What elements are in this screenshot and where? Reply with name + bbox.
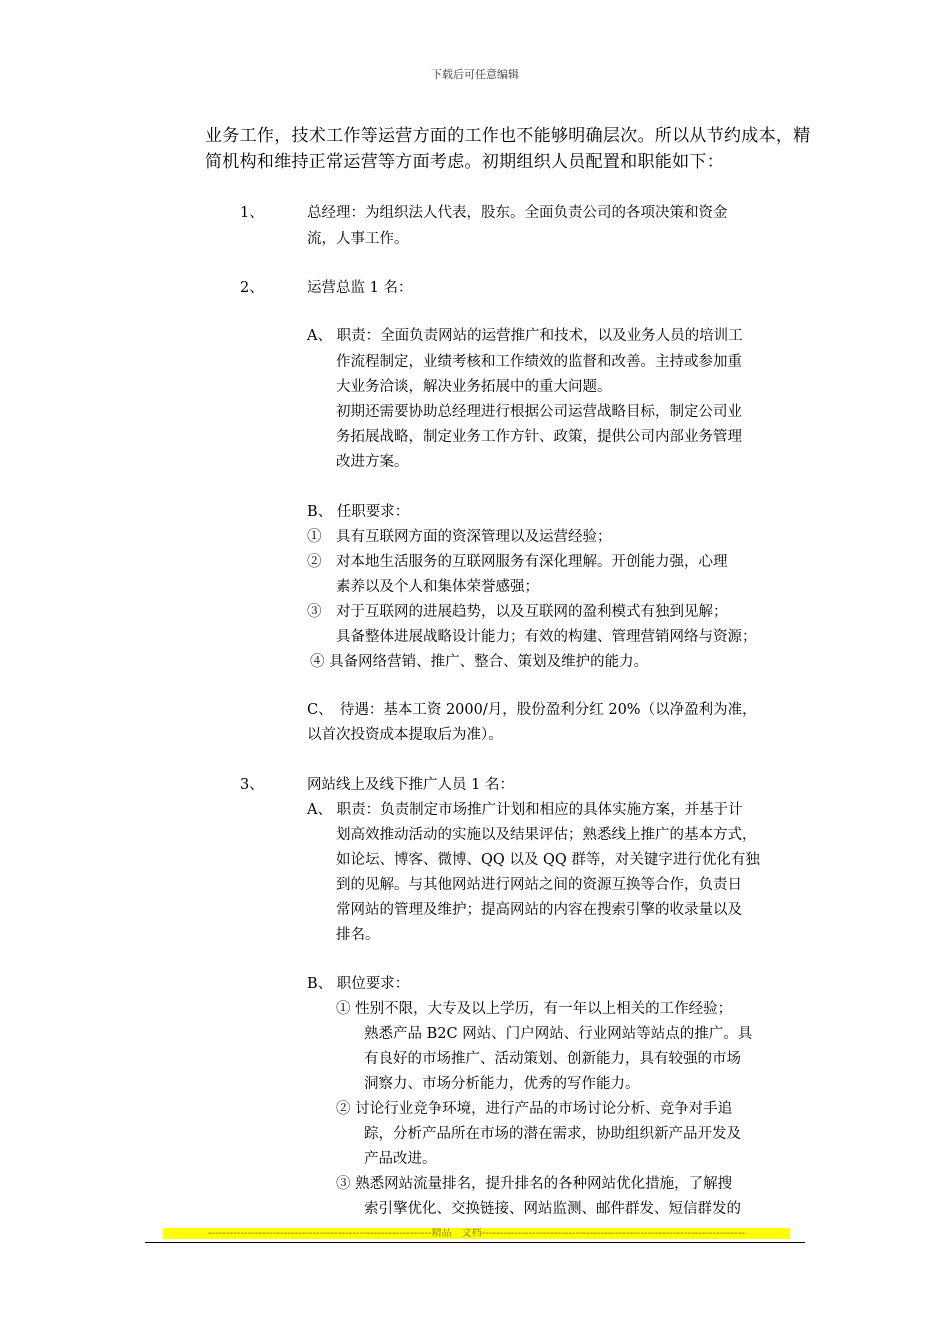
section-3-number: 3、: [240, 777, 264, 793]
section-3-a-line: 如论坛、博客、微博、QQ 以及 QQ 群等，对关键字进行优化有独: [336, 852, 760, 868]
section-3-title: 网站线上及线下推广人员 1 名：: [307, 777, 514, 793]
section-3-b-line: 踪，分析产品所在市场的潜在需求，协助组织新产品开发及: [364, 1126, 741, 1142]
footer-banner: --------------------------------------------------------------精品 文档-------------------------------------------------------------------------: [163, 1228, 790, 1239]
section-2-a-line: A、 职责：全面负责网站的运营推广和技术，以及业务人员的培训工: [307, 328, 743, 344]
section-2-b-line: ③ 对于互联网的进展趋势，以及互联网的盈利模式有独到见解；: [307, 604, 728, 620]
intro-paragraph: 业务工作，技术工作等运营方面的工作也不能够明确层次。所以从节约成本，精简机构和维持正常运营等方面考虑。初期组织人员配置和职能如下：: [205, 126, 811, 172]
section-2-b-line: 具备整体进展战略设计能力；有效的构建、管理营销网络与资源；: [336, 629, 757, 645]
section-2-a-line: 大业务洽谈，解决业务拓展中的重大问题。: [336, 379, 612, 395]
section-2-a-line: 初期还需要协助总经理进行根据公司运营战略目标，制定公司业: [336, 404, 742, 420]
section-3-b-line: 熟悉产品 B2C 网站、门户网站、行业网站等站点的推广。具: [364, 1026, 753, 1042]
page-header: 下载后可任意编辑: [431, 68, 519, 81]
footer-divider: [145, 1242, 805, 1243]
section-3-a-line: 排名。: [336, 927, 380, 943]
section-1-line-2: 流，人事工作。: [307, 231, 409, 247]
section-3-a-line: 到的见解。与其他网站进行网站之间的资源互换等合作，负责日: [336, 877, 742, 893]
section-2-c-line: 以首次投资成本提取后为准）。: [307, 727, 503, 743]
section-2-number: 2、: [240, 280, 264, 296]
section-3-b-line: 洞察力、市场分析能力，优秀的写作能力。: [364, 1076, 640, 1092]
section-2-a-line: 务拓展战略，制定业务工作方针、政策，提供公司内部业务管理: [336, 429, 742, 445]
section-2-c-line: C、 待遇：基本工资 2000/月，股份盈利分红 20%（以净盈利为准，: [307, 702, 757, 718]
section-2-title: 运营总监 1 名：: [307, 280, 413, 296]
section-3-b-line: ③ 熟悉网站流量排名，提升排名的各种网站优化措施，了解搜: [336, 1176, 733, 1192]
section-2-b-line: 素养以及个人和集体荣誉感强；: [336, 579, 539, 595]
section-3-a-line: 划高效推动活动的实施以及结果评估；熟悉线上推广的基本方式，: [336, 827, 757, 843]
section-3-b-line: 索引擎优化、交换链接、网站监测、邮件群发、短信群发的: [364, 1201, 741, 1217]
section-1-line-1: 总经理：为组织法人代表，股东。全面负责公司的各项决策和资金: [307, 205, 728, 221]
section-2-b-line: ② 对本地生活服务的互联网服务有深化理解。开创能力强，心理: [307, 554, 728, 570]
section-2-b-line: ④ 具备网络营销、推广、整合、策划及维护的能力。: [310, 654, 649, 670]
section-3-b-line: 有良好的市场推广、活动策划、创新能力，具有较强的市场: [364, 1051, 741, 1067]
section-3-b-line: ② 讨论行业竞争环境，进行产品的市场讨论分析、竞争对手追: [336, 1101, 733, 1117]
section-3-b-line: 产品改进。: [364, 1151, 437, 1167]
section-3-b-line: ① 性别不限，大专及以上学历，有一年以上相关的工作经验；: [336, 1001, 733, 1017]
section-2-a-line: 作流程制定，业绩考核和工作绩效的监督和改善。主持或参加重: [336, 354, 742, 370]
section-2-a-line: 改进方案。: [336, 454, 409, 470]
section-3-b-title: B、 职位要求：: [307, 976, 410, 992]
section-2-b-title: B、 任职要求：: [307, 504, 410, 520]
section-1-number: 1、: [240, 205, 264, 221]
section-2-b-line: ① 具有互联网方面的资深管理以及运营经验；: [307, 529, 612, 545]
section-3-a-line: 常网站的管理及维护；提高网站的内容在搜索引擎的收录量以及: [336, 902, 742, 918]
section-3-a-line: A、 职责：负责制定市场推广计划和相应的具体实施方案，并基于计: [307, 802, 743, 818]
